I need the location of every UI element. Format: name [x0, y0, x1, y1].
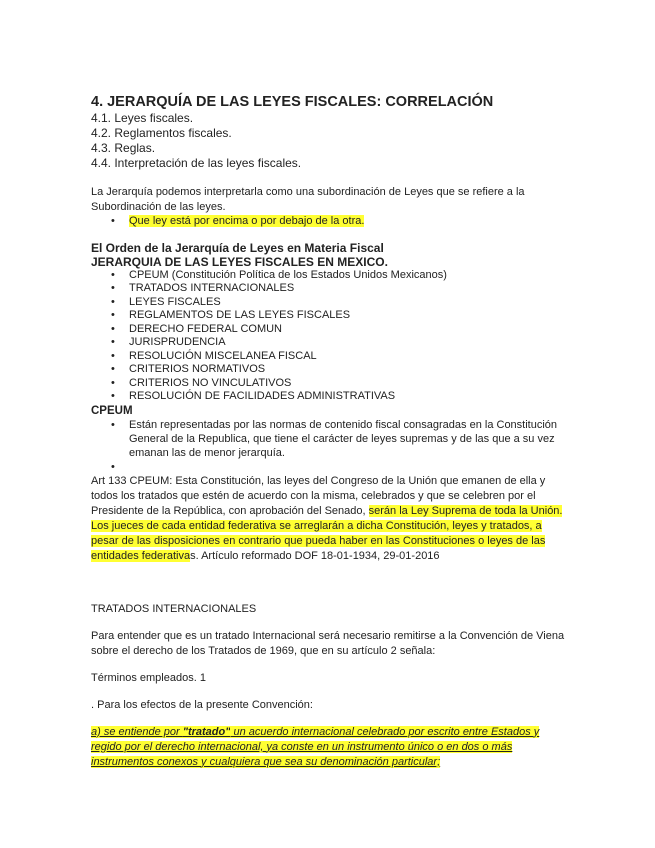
tratados-heading: TRATADOS INTERNACIONALES	[91, 602, 257, 615]
list-item: • CRITERIOS NORMATIVOS	[91, 363, 569, 377]
list-item: • CRITERIOS NO VINCULATIVOS	[91, 377, 569, 391]
terminos-line: Términos empleados. 1	[91, 671, 206, 684]
art133-text: Art 133 CPEUM: Esta Constitución, las leyes del Congreso de la Unión que emanen de ella y todos los tratados que estén de acuerdo con la misma, celebrados y que se celebren por el Presidente de la República, con aprobación del Senado,	[91, 474, 546, 517]
toc-item: 4.1. Leyes fiscales.	[91, 111, 194, 125]
page-title: 4. JERARQUÍA DE LAS LEYES FISCALES: CORRELACIÓN	[91, 94, 494, 110]
intro-list	[91, 215, 569, 229]
list-item: • CPEUM (Constitución Política de los Estados Unidos Mexicanos)	[91, 269, 569, 283]
order-subheading: JERARQUIA DE LAS LEYES FISCALES EN MEXICO.	[91, 254, 388, 269]
tratados-intro: Para entender que es un tratado Internacional será necesario remitirse a la Convención de Viena sobre el derecho de los Tratados de 1969, que en su artículo 2 señala:	[91, 629, 565, 657]
hierarchy-list	[91, 269, 569, 404]
list-item: • JURISPRUDENCIA	[91, 336, 569, 350]
list-item: • RESOLUCIÓN DE FACILIDADES ADMINISTRATIVAS	[91, 390, 569, 404]
list-item: • LEYES FISCALES	[91, 296, 569, 310]
intro-bullet-text: Que ley está por encima o por debajo de la otra.	[129, 215, 365, 227]
art133-highlight: serán la Ley Suprema de toda la Unión. Los jueces de cada entidad federativa se arreglarán a dicha Constitución, leyes y tratados, a pesar de las disposiciones en contrario que pueda haber en las Constituciones o leyes de las entidades federativa	[91, 504, 563, 562]
art133-paragraph	[91, 474, 569, 564]
cpeum-list	[91, 418, 569, 474]
cpeum-heading: CPEUM	[91, 404, 133, 417]
definition-rest: un acuerdo internacional celebrado por escrito entre Estados y regido por el derecho internacional, ya conste en un instrumento único o en dos o más instrumentos conexos y cualquiera que sea su denominación particular;	[91, 725, 540, 768]
list-item: • RESOLUCIÓN MISCELANEA FISCAL	[91, 350, 569, 364]
art133-text-end: s. Artículo reformado DOF 18-01-1934, 29-01-2016	[190, 549, 440, 562]
table-of-contents	[91, 111, 569, 171]
document-content	[91, 94, 569, 770]
toc-item: 4.3. Reglas.	[91, 141, 156, 155]
definition-term: "tratado"	[182, 725, 231, 738]
toc-item: 4.4. Interpretación de las leyes fiscales.	[91, 156, 302, 170]
order-heading: El Orden de la Jerarquía de Leyes en Materia Fiscal	[91, 240, 384, 255]
efectos-line: . Para los efectos de la presente Convención:	[91, 698, 313, 711]
definition-paragraph	[91, 725, 569, 770]
list-item: • TRATADOS INTERNACIONALES	[91, 282, 569, 296]
definition-prefix: a) se entiende por	[91, 725, 183, 738]
toc-item: 4.2. Reglamentos fiscales.	[91, 126, 232, 140]
list-item: • DERECHO FEDERAL COMUN	[91, 323, 569, 337]
intro-paragraph: La Jerarquía podemos interpretarla como una subordinación de Leyes que se refiere a la Subordinación de las leyes.	[91, 186, 525, 213]
list-item: • REGLAMENTOS DE LAS LEYES FISCALES	[91, 309, 569, 323]
cpeum-bullet: • Están representadas por las normas de contenido fiscal consagradas en la Constitución General de la Republica, que tiene el carácter de leyes supremas y de las que a su vez emanan las de menor jerarquía.	[91, 418, 569, 460]
intro-bullet	[91, 215, 569, 229]
empty-bullet	[91, 460, 569, 474]
